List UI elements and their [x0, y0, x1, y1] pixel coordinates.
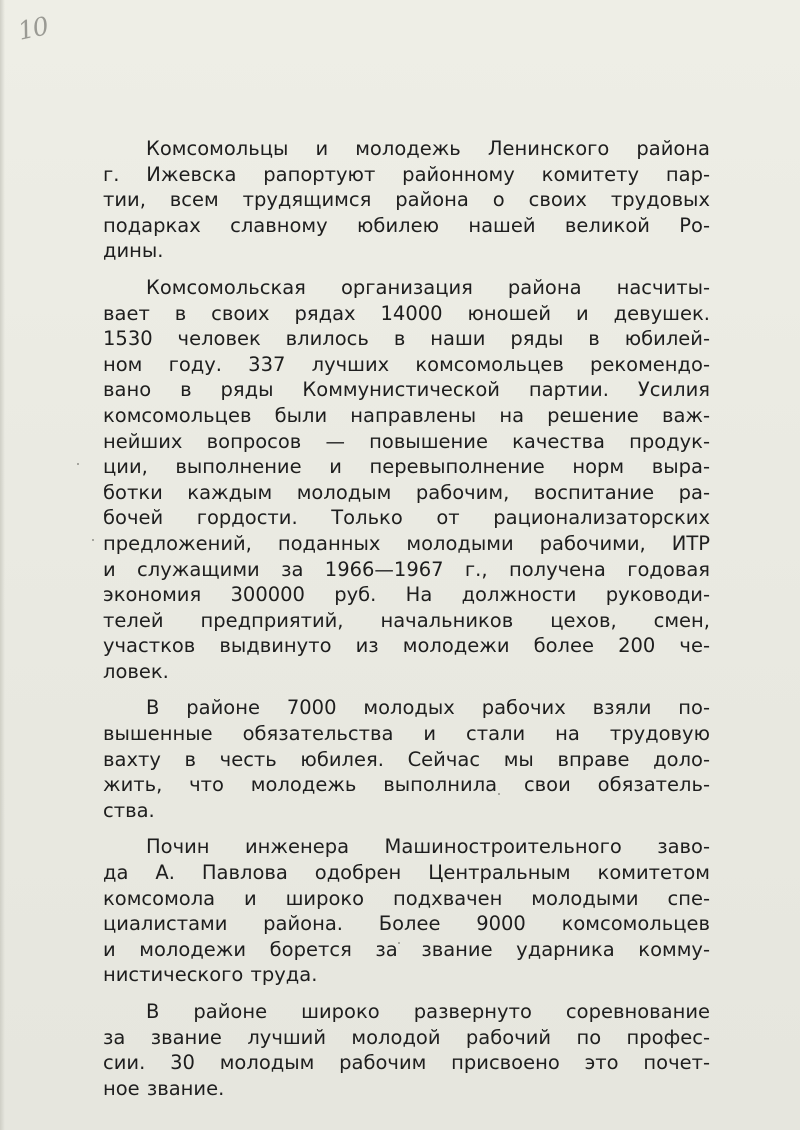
text-line: бочей гордости. Только от рационализаторских: [103, 506, 710, 530]
text-line: ное звание.: [103, 1076, 225, 1100]
text-line: ции, выполнение и перевыполнение норм выра-: [103, 455, 710, 479]
text-line: циалистами района. Более 9000 комсомольцев: [103, 912, 710, 936]
text-line: В районе широко развернуто соревнование: [146, 1000, 710, 1023]
text-line: вахту в честь юбилея. Сейчас мы вправе доло-: [103, 747, 710, 771]
text-line: сии. 30 молодым рабочим присвоено это почет-: [103, 1051, 710, 1075]
paragraph: [103, 136, 710, 264]
paragraph: [103, 834, 710, 988]
paper-speck: [92, 539, 94, 541]
text-line: вышенные обязательства и стали на трудовую: [103, 722, 710, 746]
text-line: нейших вопросов — повышение качества продук-: [103, 429, 710, 453]
text-line: да А. Павлова одобрен Центральным комитетом: [103, 861, 710, 885]
text-line: 1530 человек влилось в наши ряды в юбилей-: [103, 327, 710, 351]
text-line: Комсомольцы и молодежь Ленинского района: [146, 137, 710, 160]
text-line: ловек.: [103, 659, 169, 683]
text-line: Почин инженера Машиностроительного заво-: [146, 835, 710, 859]
text-line: вано в ряды Коммунистической партии. Усилия: [103, 378, 710, 402]
text-line: подарках славному юбилею нашей великой Ро-: [103, 213, 710, 237]
paper-speck: [77, 463, 79, 465]
document-body: [103, 136, 710, 1112]
text-line: участков выдвинуто из молодежи более 200 че-: [103, 634, 710, 658]
text-line: ботки каждым молодым рабочим, воспитание ра-: [103, 480, 710, 504]
page-number: 10: [15, 11, 51, 46]
text-line: г. Ижевска рапортуют районному комитету пар-: [103, 162, 710, 186]
text-line: дины.: [103, 239, 164, 263]
text-line: вает в своих рядах 14000 юношей и девушек.: [103, 301, 710, 325]
text-line: комсомола и широко подхвачен молодыми спе-: [103, 886, 710, 910]
text-line: ном году. 337 лучших комсомольцев рекомендо-: [103, 352, 710, 376]
paragraph: [103, 275, 710, 685]
text-line: комсомольцев были направлены на решение важ-: [103, 403, 710, 427]
text-line: и молодежи борется за звание ударника комму-: [103, 937, 710, 961]
text-line: тии, всем трудящимся района о своих трудовых: [103, 188, 710, 212]
text-line: предложений, поданных молодыми рабочими, ИТР: [103, 531, 710, 555]
text-line: ства.: [103, 798, 155, 822]
text-line: жить, что молодежь выполнила свои обязатель-: [103, 773, 710, 797]
text-line: Комсомольская организация района насчиты-: [146, 275, 710, 299]
paragraph: [103, 999, 710, 1101]
page-edge-shadow: [0, 0, 5, 1130]
paragraph: [103, 695, 710, 823]
text-line: В районе 7000 молодых рабочих взяли по-: [146, 696, 710, 720]
text-line: телей предприятий, начальников цехов, смен,: [103, 608, 710, 632]
text-line: и служащими за 1966—1967 г., получена годовая: [103, 557, 710, 581]
text-line: экономия 300000 руб. На должности руководи-: [103, 583, 710, 607]
text-line: за звание лучший молодой рабочий по профес-: [103, 1025, 710, 1049]
text-line: нистического труда.: [103, 963, 318, 987]
